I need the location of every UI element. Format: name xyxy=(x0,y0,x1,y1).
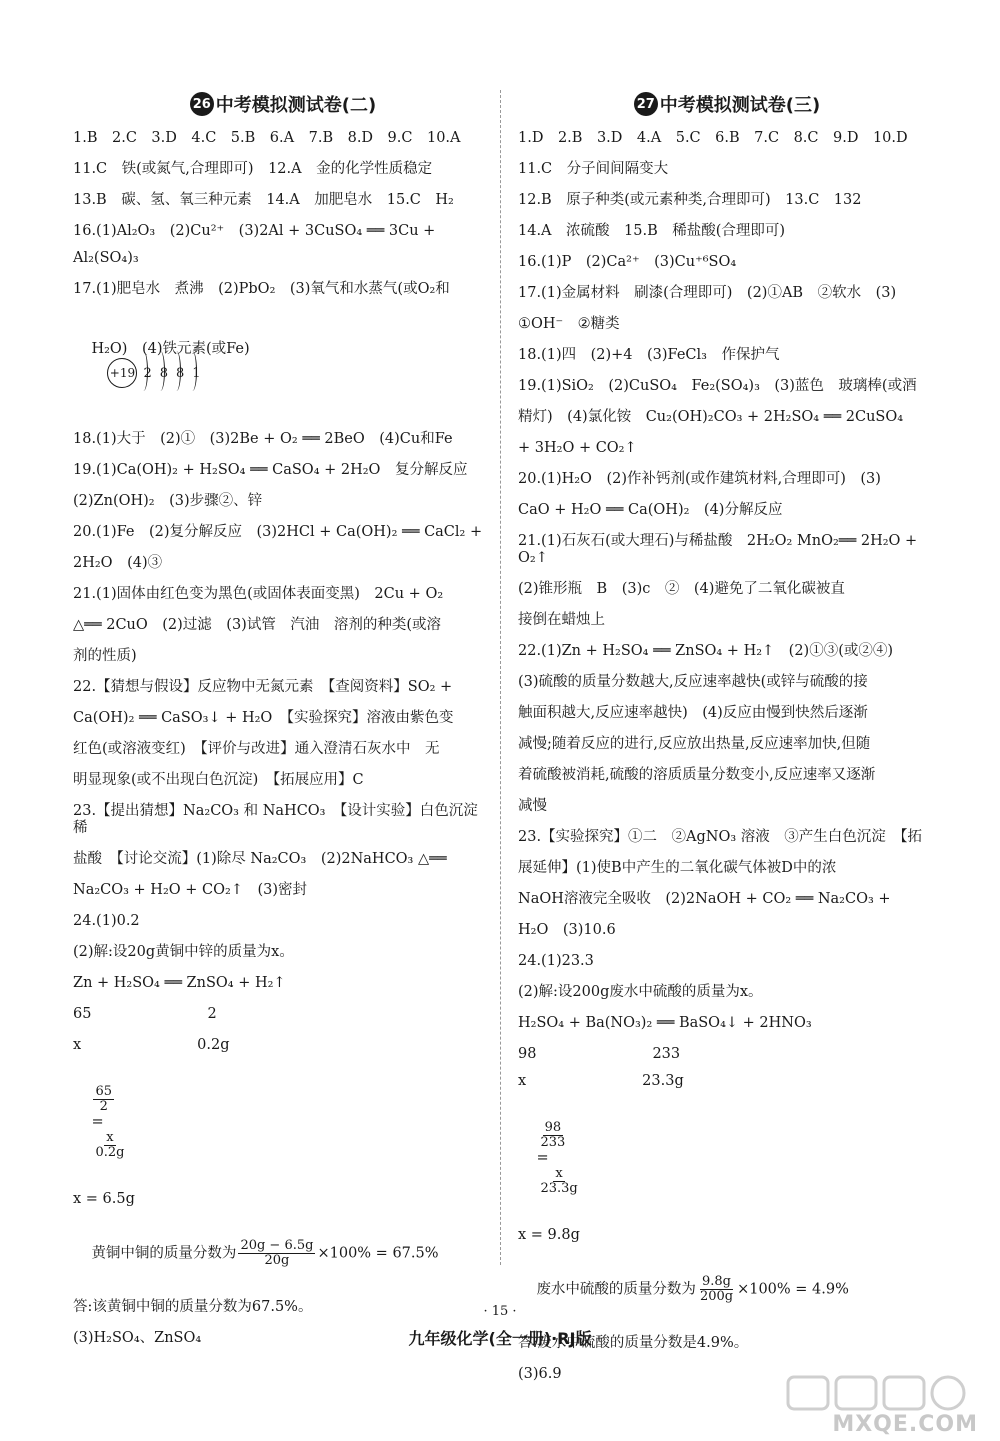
answer-line: 11.C 分子间间隔变大 xyxy=(518,161,669,177)
answer-line: Zn + H₂SO₄ ══ ZnSO₄ + H₂↑ xyxy=(73,975,286,991)
answer-line: 17.(1)肥皂水 煮沸 (2)PbO₂ (3)氧气和水蒸气(或O₂和 xyxy=(73,281,450,297)
answer-line: 18.(1)四 (2)+4 (3)FeCl₃ 作保护气 xyxy=(518,347,780,363)
section-title-right xyxy=(518,88,936,120)
fraction: $\frac{65}{2}$ xyxy=(95,1084,112,1114)
answer-line: 着硫酸被消耗,硫酸的溶质质量分数变小,反应速率又逐渐 xyxy=(518,767,876,783)
answer-line: 17.(1)金属材料 刷漆(合理即可) (2)①AB ②软水 (3) xyxy=(518,285,897,301)
answer-line: CaO + H₂O ══ Ca(OH)₂ (4)分解反应 xyxy=(518,502,783,518)
atom-structure-diagram xyxy=(107,358,200,388)
answer-line-with-atom xyxy=(73,324,493,405)
answer-line: Al₂(SO₄)₃ xyxy=(73,250,139,266)
fraction: $\frac{x}{0.2g}$ xyxy=(95,1130,125,1160)
answer-line: Ca(OH)₂ ══ CaSO₃↓ + H₂O 【实验探究】溶液由紫色变 xyxy=(73,710,454,726)
answer-line: 2H₂O (4)③ xyxy=(73,555,163,571)
calculation-line: 废水中硫酸的质量分数为 $\frac{9.8g}{200g}$ ×100% = 4.9% xyxy=(536,1274,849,1304)
book-title: 九年级化学(全一册)·RJ版 xyxy=(408,1329,592,1348)
answer-line: 答:该黄铜中铜的质量分数为67.5%。 xyxy=(73,1299,313,1315)
answer-line: H₂O (3)10.6 xyxy=(518,922,616,938)
answer-line: x = 9.8g xyxy=(518,1227,580,1243)
test-number-badge: 27 xyxy=(634,92,658,116)
answer-line: 精灯) (4)氯化铵 Cu₂(OH)₂CO₃ + 2H₂SO₄ ══ 2CuSO₄ xyxy=(518,409,904,425)
left-column xyxy=(73,88,493,1361)
answer-line: (3)硫酸的质量分数越大,反应速率越快(或锌与硫酸的接 xyxy=(518,674,868,690)
answer-line: ①OH⁻ ②糖类 xyxy=(518,316,620,332)
section-title-text: 中考模拟测试卷(二) xyxy=(215,95,377,116)
page-number: · 15 · xyxy=(483,1304,517,1319)
answer-line: 1.D 2.B 3.D 4.A 5.C 6.B 7.C 8.C 9.D 10.D xyxy=(518,130,908,146)
answer-line: 16.(1)P (2)Ca²⁺ (3)Cu⁺⁶SO₄ xyxy=(518,254,737,270)
answer-line: 13.B 碳、氢、氧三种元素 14.A 加肥皂水 15.C H₂ xyxy=(73,192,454,208)
answer-line: 明显现象(或不出现白色沉淀) 【拓展应用】C xyxy=(73,772,364,788)
answer-line: 剂的性质) xyxy=(73,648,137,664)
fraction: $\frac{9.8g}{200g}$ xyxy=(699,1274,734,1304)
answer-line: (3)H₂SO₄、ZnSO₄ xyxy=(73,1330,202,1346)
answer-line: Na₂CO₃ + H₂O + CO₂↑ (3)密封 xyxy=(73,882,308,898)
test-number-badge: 26 xyxy=(190,92,214,116)
answer-line: 22.(1)Zn + H₂SO₄ ══ ZnSO₄ + H₂↑ (2)①③(或②④) xyxy=(518,643,894,659)
column-divider xyxy=(500,90,501,1265)
answer-line: 盐酸 【讨论交流】(1)除尽 Na₂CO₃ (2)2NaHCO₃ △══ xyxy=(73,851,447,867)
answer-line: 11.C 铁(或氮气,合理即可) 12.A 金的化学性质稳定 xyxy=(73,161,433,177)
answer-line: 12.B 原子种类(或元素种类,合理即可) 13.C 132 xyxy=(518,192,862,208)
answer-line: △══ 2CuO (2)过滤 (3)试管 汽油 溶剂的种类(或溶 xyxy=(73,617,441,633)
answer-line: 16.(1)Al₂O₃ (2)Cu²⁺ (3)2Al + 3CuSO₄ ══ 3Cu + xyxy=(73,223,436,239)
answer-line: 1.B 2.C 3.D 4.C 5.B 6.A 7.B 8.D 9.C 10.A xyxy=(73,130,461,146)
answer-line: 21.(1)石灰石(或大理石)与稀盐酸 2H₂O₂ MnO₂══ 2H₂O + O₂↑ xyxy=(518,533,922,566)
answer-line: 红色(或溶液变红) 【评价与改进】通入澄清石灰水中 无 xyxy=(73,741,440,757)
answer-line: 减慢;随着反应的进行,反应放出热量,反应速率加快,但随 xyxy=(518,736,871,752)
answer-line: 答:废水中硫酸的质量分数是4.9%。 xyxy=(518,1335,749,1351)
section-title-text: 中考模拟测试卷(三) xyxy=(659,95,821,116)
answer-line: (2)锥形瓶 B (3)c ② (4)避免了二氧化碳被直 xyxy=(518,581,845,597)
proportion-equation: $\frac{98}{233}$ = $\frac{x}{23.3g}$ xyxy=(536,1120,578,1196)
answer-line: 65 2 xyxy=(73,1006,217,1022)
answer-line: 21.(1)固体由红色变为黑色(或固体表面变黑) 2Cu + O₂ xyxy=(73,586,444,602)
answer-line: 23.【实验探究】①二 ②AgNO₃ 溶液 ③产生白色沉淀 【拓 xyxy=(518,829,923,845)
answer-line: 22.【猜想与假设】反应物中无氮元素 【查阅资料】SO₂ + xyxy=(73,679,453,695)
electron-shells xyxy=(141,365,200,382)
fraction: $\frac{20g - 6.5g}{20g}$ xyxy=(240,1238,314,1268)
section-title-left xyxy=(73,88,493,120)
answer-line: 减慢 xyxy=(518,798,547,814)
answer-line: + 3H₂O + CO₂↑ xyxy=(518,440,637,456)
answer-text: H₂O) (4)铁元素(或Fe) xyxy=(91,341,250,357)
calculation-line: 黄铜中铜的质量分数为 $\frac{20g - 6.5g}{20g}$ ×100% = 67.5% xyxy=(91,1238,439,1268)
answer-line: 14.A 浓硫酸 15.B 稀盐酸(合理即可) xyxy=(518,223,786,239)
electron-shell: 1 xyxy=(192,365,201,381)
answer-line: 24.(1)0.2 xyxy=(73,913,140,929)
answer-line: (2)解:设200g废水中硫酸的质量为x。 xyxy=(518,984,763,1000)
answer-line: x = 6.5g xyxy=(73,1191,135,1207)
answer-line: H₂SO₄ + Ba(NO₃)₂ ══ BaSO₄↓ + 2HNO₃ xyxy=(518,1015,812,1031)
answer-line: (2)解:设20g黄铜中锌的质量为x。 xyxy=(73,944,294,960)
answer-line: 20.(1)H₂O (2)作补钙剂(或作建筑材料,合理即可) (3) xyxy=(518,471,881,487)
answer-line: (3)6.9 xyxy=(518,1366,562,1382)
answer-line: 23.【提出猜想】Na₂CO₃ 和 NaHCO₃ 【设计实验】白色沉淀 稀 xyxy=(73,803,493,836)
answer-line: x 23.3g xyxy=(518,1073,684,1089)
answer-line: 20.(1)Fe (2)复分解反应 (3)2HCl + Ca(OH)₂ ══ CaCl₂ + xyxy=(73,524,483,540)
answer-line: 展延伸】(1)使B中产生的二氧化碳气体被D中的浓 xyxy=(518,860,837,876)
proportion-equation: $\frac{65}{2}$ = $\frac{x}{0.2g}$ xyxy=(91,1084,125,1160)
electron-shell: 8 xyxy=(159,365,168,381)
answer-line: (2)Zn(OH)₂ (3)步骤②、锌 xyxy=(73,493,263,509)
electron-shell: 2 xyxy=(143,365,152,381)
answer-line: 接倒在蜡烛上 xyxy=(518,612,605,628)
answer-line: 18.(1)大于 (2)① (3)2Be + O₂ ══ 2BeO (4)Cu和Fe xyxy=(73,431,453,447)
atom-nucleus: +19 xyxy=(107,358,137,388)
electron-shell: 8 xyxy=(176,365,185,381)
answer-line: 98 233 xyxy=(518,1046,681,1062)
answer-line: NaOH溶液完全吸收 (2)2NaOH + CO₂ ══ Na₂CO₃ + xyxy=(518,891,891,907)
answer-line: 19.(1)Ca(OH)₂ + H₂SO₄ ══ CaSO₄ + 2H₂O 复分解反应 xyxy=(73,462,468,478)
answer-line: x 0.2g xyxy=(73,1037,230,1053)
answer-line: 19.(1)SiO₂ (2)CuSO₄ Fe₂(SO₄)₃ (3)蓝色 玻璃棒(或酒 xyxy=(518,378,917,394)
answer-line: 触面积越大,反应速率越快) (4)反应由慢到快然后逐渐 xyxy=(518,705,868,721)
watermark-text: MXQE.COM xyxy=(832,1412,978,1437)
right-column xyxy=(518,88,936,1397)
fraction: $\frac{x}{23.3g}$ xyxy=(540,1166,578,1196)
fraction: $\frac{98}{233}$ xyxy=(540,1120,566,1150)
answer-line: 24.(1)23.3 xyxy=(518,953,594,969)
